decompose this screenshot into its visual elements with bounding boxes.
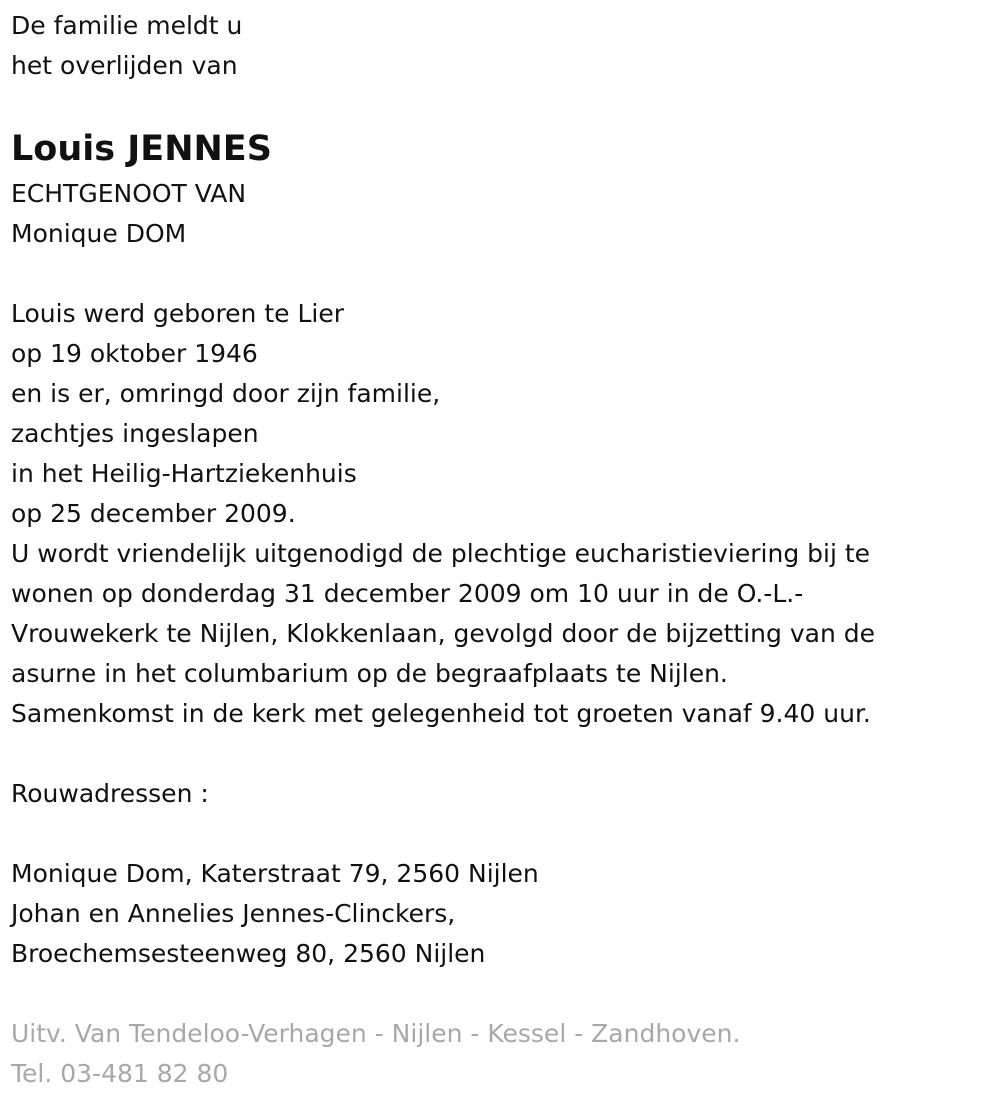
deceased-name: Louis JENNES [11,129,272,169]
biography-block [11,294,986,534]
footer [11,1014,986,1094]
relation-label: ECHTGENOOT VAN [11,179,247,208]
phone-line: Tel. 03-481 82 80 [11,1059,229,1088]
address-line: Johan en Annelies Jennes-Clinckers, [11,899,456,928]
spacer [11,814,986,854]
address-line: Broechemsesteenweg 80, 2560 Nijlen [11,939,486,968]
ceremony-line: U wordt vriendelijk uitgenodigd de plechtige eucharistieviering bij te [11,539,871,568]
intro-line: het overlijden van [11,51,238,80]
biography-line: op 19 oktober 1946 [11,339,258,368]
ceremony-line: asurne in het columbarium op de begraafplaats te Nijlen. [11,659,728,688]
spacer [11,254,986,294]
spacer [11,734,986,774]
ceremony-line: wonen op donderdag 31 december 2009 om 10 uur in de O.-L.- [11,579,804,608]
biography-line: in het Heilig-Hartziekenhuis [11,459,357,488]
spacer [11,974,986,1014]
address-line: Monique Dom, Katerstraat 79, 2560 Nijlen [11,859,539,888]
undertaker-line: Uitv. Van Tendeloo-Verhagen - Nijlen - Kessel - Zandhoven. [11,1019,741,1048]
biography-line: zachtjes ingeslapen [11,419,259,448]
ceremony-line: Samenkomst in de kerk met gelegenheid tot groeten vanaf 9.40 uur. [11,699,871,728]
spouse-name: Monique DOM [11,219,187,248]
intro-block [11,6,986,86]
condolence-addresses [11,854,986,974]
death-notice [11,6,986,1094]
biography-line: op 25 december 2009. [11,499,296,528]
ceremony-paragraph [11,534,986,734]
biography-line: en is er, omringd door zijn familie, [11,379,441,408]
intro-line: De familie meldt u [11,11,243,40]
ceremony-line: Vrouwekerk te Nijlen, Klokkenlaan, gevolgd door de bijzetting van de [11,619,875,648]
condolence-heading: Rouwadressen : [11,779,209,808]
biography-line: Louis werd geboren te Lier [11,299,345,328]
